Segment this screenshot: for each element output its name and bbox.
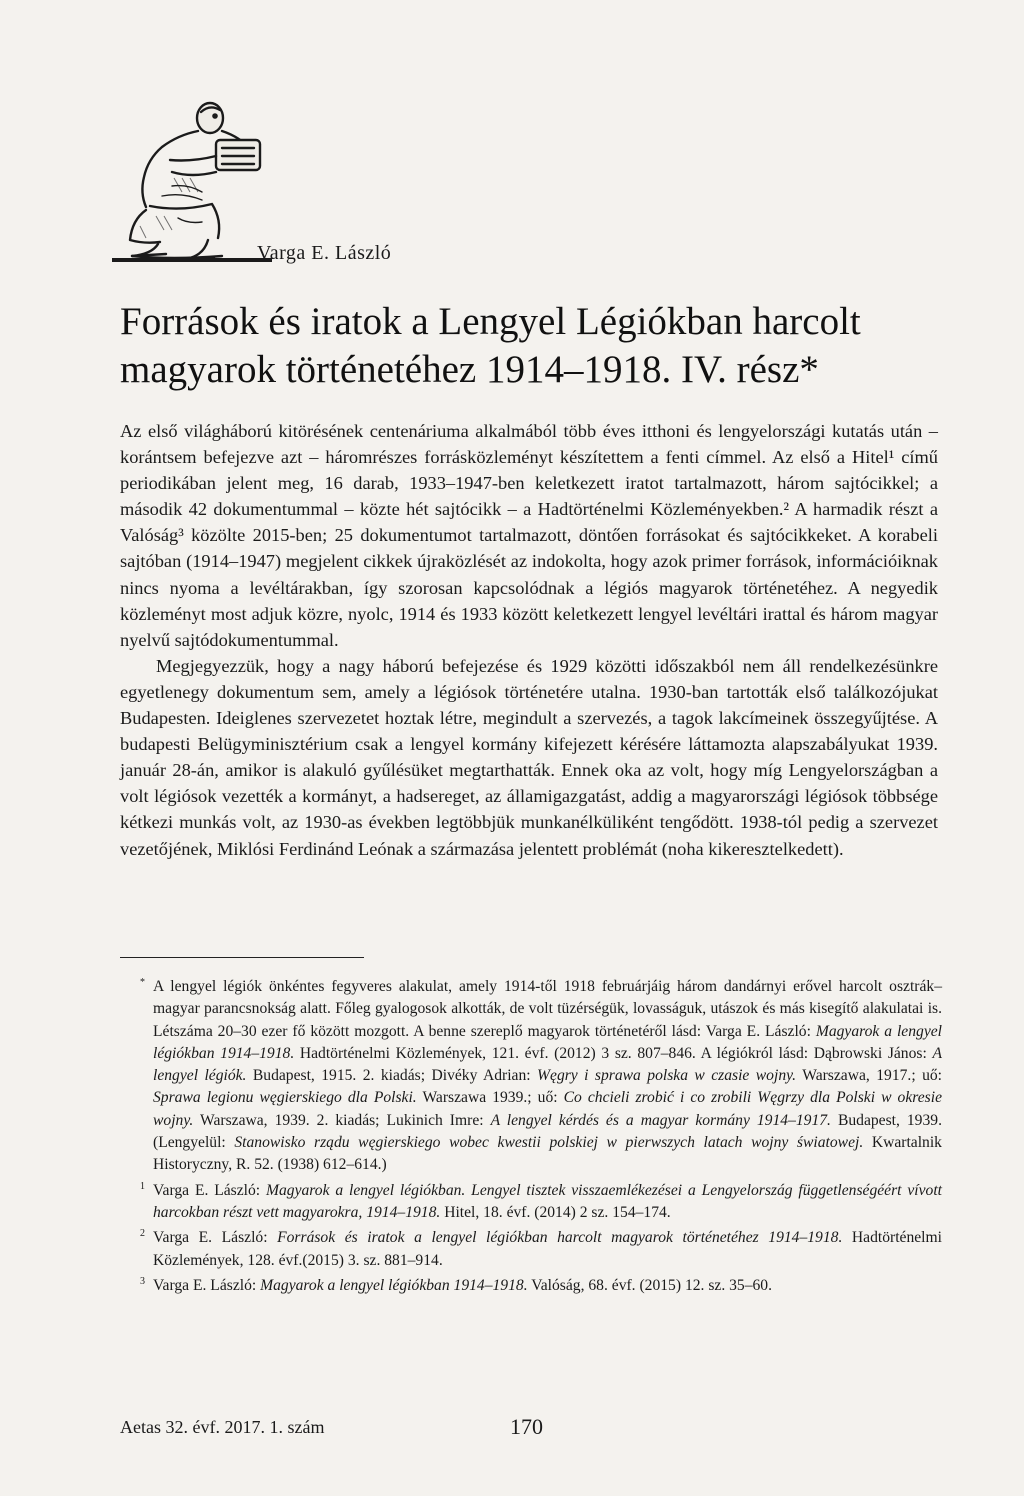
article-title: Források és iratok a Lengyel Légiókban harcolt magyarok történetéhez 1914–1918. IV. rész*: [120, 300, 861, 391]
page-number: 170: [510, 1414, 543, 1439]
footnote-text: Varga E. László:: [153, 1181, 266, 1199]
journal-info: Aetas 32. évf. 2017. 1. szám: [120, 1417, 325, 1437]
page-footer: [120, 1410, 940, 1444]
footnote-text: Warszawa, 1917.; uő:: [796, 1067, 943, 1085]
soldier-illustration: [112, 98, 272, 270]
footnote-mark: 1: [140, 1180, 145, 1192]
footnote-1: [120, 1180, 942, 1225]
footnote-text: Węgry i sprawa polska w czasie wojny.: [537, 1067, 797, 1085]
footnote-text: Kwartalnik Historyczny, R. 52. (1938) 612–614.): [153, 1134, 942, 1174]
footnote-text: Magyarok a lengyel légiókban 1914–1918.: [153, 1022, 942, 1062]
footnote-text: Valóság, 68. évf. (2015) 12. sz. 35–60.: [527, 1276, 773, 1294]
footnote-text: Budapest, 1939. (Lengyelül:: [153, 1111, 942, 1152]
footnote-text: Hadtörténelmi Közlemények, 128. évf.(2015) 3. sz. 881–914.: [153, 1229, 942, 1269]
footnote-text: Források és iratok a lengyel légiókban harcolt magyarok történetéhez 1914–1918.: [277, 1229, 843, 1247]
body-paragraph-1: Az első világháború kitörésének centenáriuma alkalmából több éves itthoni és lengyelországi kutatás után – korántsem befejezve azt – háromrészes forrásközleményt készítettem a fenti címmel. Az első a Hitel¹ című periodikában jelent meg, 16 darab, 1933–1947-ben keletkezett iratot tartalmazott, három sajtócikkel; a második 42 dokumentummal – közte hét sajtócikk – a Hadtörténelmi Közleményekben.² A harmadik részt a Valóság³ közölte 2015-ben; 25 dokumentumot tartalmazott, döntően forrásokat és sajtócikkeket. A korabeli sajtóban (1914–1947) megjelent cikkek újraközlését az indokolta, hogy azok primer források, információiknak nincs nyoma a levéltárakban, így szorosan kapcsolódnak a légiós magyarok történetéhez. A negyedik közleményt most adjuk közre, nyolc, 1914 és 1933 között keletkezett lengyel levéltári irattal és három magyar nyelvű sajtódokumentummal.: [120, 421, 938, 650]
footnote-text: Hadtörténelmi Közlemények, 121. évf. (2012) 3 sz. 807–846. A légiókról lásd: Dąbrowski János:: [294, 1044, 933, 1062]
footnote-mark: 2: [140, 1228, 145, 1240]
footnote-text: A lengyel kérdés és a magyar kormány 1914–1917.: [490, 1111, 831, 1129]
footnote-separator: [120, 957, 364, 958]
footnotes: [120, 976, 942, 1300]
author-name: Varga E. László: [257, 242, 392, 264]
footnote-text: Magyarok a lengyel légiókban. Lengyel tisztek visszaemlékezései a Lengyelország függetlenségéért vívott harcokban részt vett magyarokra, 1914–1918.: [153, 1181, 942, 1221]
footnote-3: [120, 1275, 942, 1297]
footnote-text: A lengyel légiók önkéntes fegyveres alakulat, amely 1914-től 1918 februárjáig három dandárnyi erővel harcolt osztrák–magyar parancsnokság alatt. Főleg gyalogosok alkották, de volt tüzérségük, lovasságuk, utászok és más kisegítő alakulatai is. Létszáma 20–30 ezer fő között mozgott. A benne szereplő magyarok történetéről lásd: Varga E. László:: [153, 978, 942, 1040]
footnote-star: [120, 976, 942, 1177]
footnote-text: Varga E. László:: [153, 1276, 261, 1294]
footnote-2: [120, 1227, 942, 1272]
footnote-text: Magyarok a lengyel légiókban 1914–1918.: [260, 1276, 528, 1294]
footnote-text: Varga E. László:: [153, 1229, 278, 1247]
footnote-text: Warszawa 1939.; uő:: [416, 1089, 564, 1107]
footnote-text: Stanowisko rządu węgierskiego wobec kwestii polskiej w pierwszych latach wojny światowej.: [234, 1134, 864, 1152]
body-paragraph-2: Megjegyezzük, hogy a nagy háború befejezése és 1929 közötti időszakból nem áll rendelkezésünkre egyetlenegy dokumentum sem, amely a légiósok történetére utalna. 1930-ban tartották első találkozójukat Budapesten. Ideiglenes szervezetet hoztak létre, megindult a szervezés, a tagok lakcímeinek összegyűjtése. A budapesti Belügyminisztérium csak a lengyel kormány kifejezett kérésére láttamozta alapszabályukat 1939. január 28-án, amikor is alakuló gyűlésüket megtarthatták. Ennek oka az volt, hogy míg Lengyelországban a volt légiósok vezették a kormányt, a hadsereget, az államigazgatást, addig a magyarországi légiósok többsége kétkezi munkás volt, az 1930-as években legtöbbjük munkanélküliként tengődött. 1938-tól pedig a szervezet vezetőjének, Miklósi Ferdinánd Leónak a származása jelentett problémát (noha kikeresztelkedett).: [120, 655, 938, 859]
footnote-text: Co chcieli zrobić i co zrobili Węgrzy dla Polski w okresie wojny.: [153, 1089, 942, 1129]
footnote-text: Budapest, 1915. 2. kiadás; Divéky Adrian:: [246, 1067, 538, 1085]
footnote-text: Hitel, 18. évf. (2014) 2 sz. 154–174.: [440, 1203, 671, 1221]
footnote-mark: 3: [140, 1275, 145, 1287]
footnote-mark: *: [140, 977, 145, 988]
footnote-text: Warszawa, 1939. 2. kiadás; Lukinich Imre:: [193, 1111, 491, 1129]
article-body: [120, 418, 938, 862]
footnote-text: Sprawa legionu węgierskiego dla Polski.: [153, 1089, 417, 1107]
footnote-text: A lengyel légiók.: [153, 1044, 942, 1085]
